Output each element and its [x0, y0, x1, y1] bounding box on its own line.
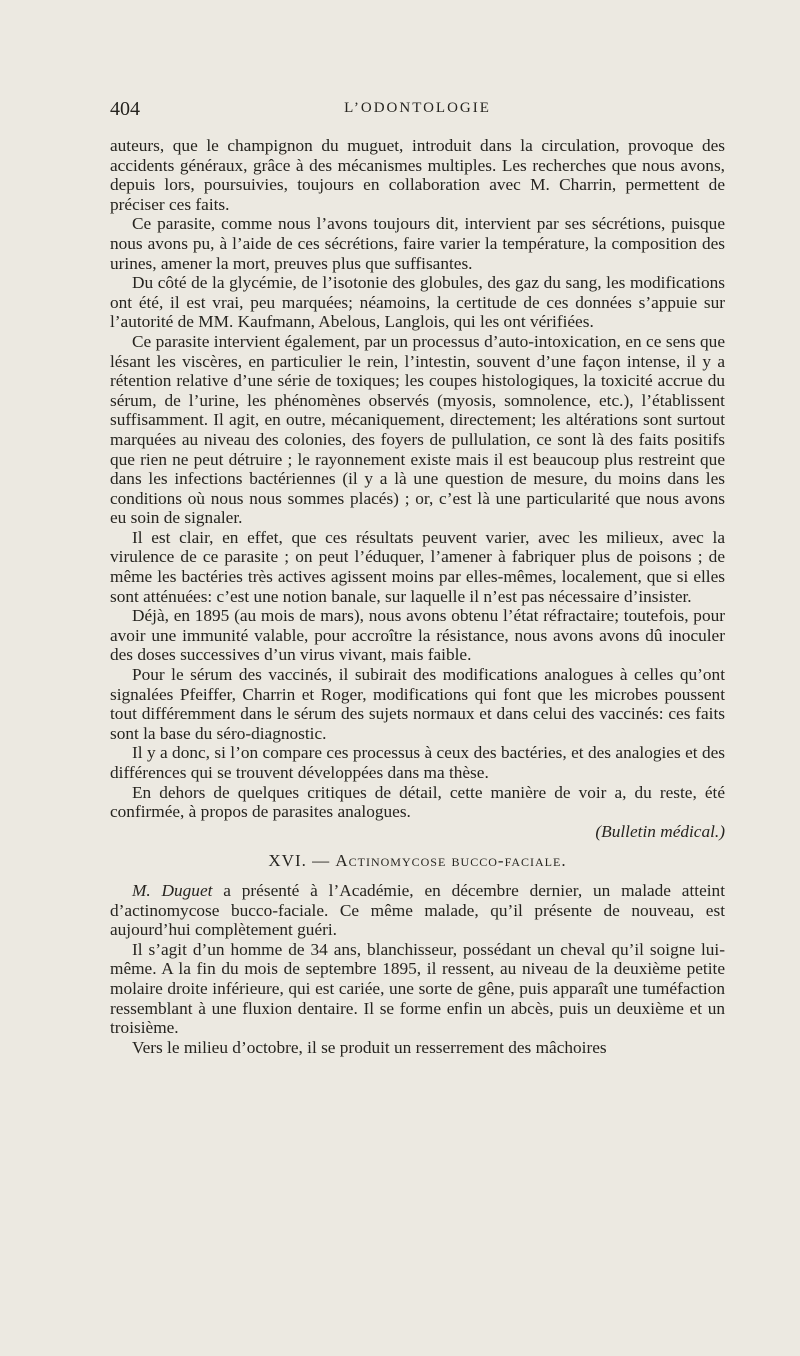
section-heading [110, 851, 725, 871]
page-number: 404 [110, 98, 140, 120]
paragraph [110, 881, 725, 940]
paragraph: Ce parasite, comme nous l’avons toujours dit, intervient par ses sécrétions, puisque nous avons pu, à l’aide de ces sécrétions, faire varier la température, la composition des urines, amener la mort, preuves plus que suffisantes. [110, 214, 725, 273]
author-name: M. Duguet [132, 880, 213, 900]
paragraph: Du côté de la glycémie, de l’isotonie des globules, des gaz du sang, les modifications ont été, il est vrai, peu marquées; néamoins, la certitude de ces données s’appuie sur l’autorité de MM. Kaufmann, Abelous, Langlois, qui les ont vérifiées. [110, 273, 725, 332]
paragraph: Vers le milieu d’octobre, il se produit un resserrement des mâchoires [132, 1037, 607, 1057]
paragraph: auteurs, que le champignon du muguet, introduit dans la circulation, provoque des accidents généraux, grâce à des mécanismes multiples. Les recherches que nous avons, depuis lors, poursuivies, toujours en collaboration avec M. Charrin, permettent de préciser ces faits. [110, 136, 725, 214]
paragraph: En dehors de quelques critiques de détail, cette manière de voir a, du reste, été confirmée, à propos de parasites analogues. [110, 782, 725, 822]
paragraph: Pour le sérum des vaccinés, il subirait des modifications analogues à celles qu’ont signalées Pfeiffer, Charrin et Roger, modifications qui font que les microbes poussent tout différemment dans le sérum des sujets normaux et dans celui des vaccinés: ces faits sont la base du séro-diagnostic. [110, 665, 725, 743]
running-title: L’ODONTOLOGIE [344, 100, 491, 116]
paragraph-text: a présenté à l’Académie, en décembre dernier, un malade atteint d’actinomycose bucco-faciale. Ce même malade, qu’il présente de nouveau, est aujourd’hui complètement guéri. [110, 880, 725, 940]
section-number: XVI. [268, 851, 307, 871]
paragraph: Il y a donc, si l’on compare ces processus à ceux des bactéries, et des analogies et des différences qui se trouvent développées dans ma thèse. [110, 743, 725, 782]
paragraph: Il s’agit d’un homme de 34 ans, blanchisseur, possédant un cheval qu’il soigne lui-même. A la fin du mois de septembre 1895, il ressent, au niveau de la deuxième petite molaire droite inférieure, qui est cariée, une sorte de gêne, puis apparaît une tuméfaction ressemblant à une fluxion dentaire. Il se forme enfin un abcès, puis un deuxième et un troisième. [110, 939, 725, 1038]
paragraph: Il est clair, en effet, que ces résultats peuvent varier, avec les milieux, avec la virulence de ce parasite ; on peut l’éduquer, l’amener à fabriquer plus de poisons ; de même les bactéries très actives agissent moins par elles-mêmes, localement, que si elles sont atténuées: c’est une notion banale, sur laquelle il n’est pas nécessaire d’insister. [110, 527, 725, 606]
section-title: Actinomycose bucco-faciale. [335, 851, 567, 871]
page-header [110, 98, 725, 124]
paragraph: Déjà, en 1895 (au mois de mars), nous avons obtenu l’état réfractaire; toutefois, pour avoir une immunité valable, pour accroître la résistance, nous avons avons dû inoculer des doses successives d’un virus vivant, mais faible. [110, 606, 725, 665]
section-dash: — [312, 851, 331, 871]
article-body [110, 136, 725, 1057]
citation: (Bulletin médical.) [595, 821, 725, 841]
paragraph: Ce parasite intervient également, par un processus d’auto-intoxication, en ce sens que lésant les viscères, en particulier le rein, l’intestin, souvent d’une façon intense, il y a rétention relative d’une série de toxiques; les coupes histologiques, la toxicité accrue du sérum, de l’urine, les phénomènes observés (myosis, somnolence, etc.), l’établissent suffisamment. Il agit, en outre, mécaniquement, directement; les altérations sont surtout marquées au niveau des colonies, des foyers de pullulation, ce sont là des faits positifs que rien ne peut détruire ; le rayonnement existe mais il est beaucoup plus restreint que dans les infections bactériennes (il y a là une question de mesure, du moins dans les conditions où nous nous sommes placés) ; or, c’est là une particularité que nous avons eu soin de signaler. [110, 331, 725, 528]
